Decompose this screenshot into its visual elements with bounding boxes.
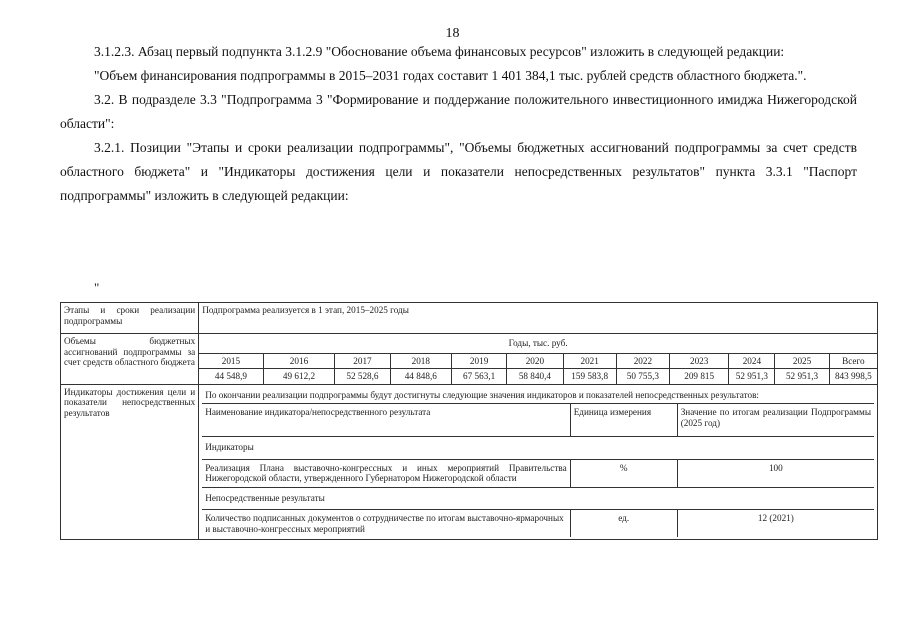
amount-cell: 52 528,6 (335, 369, 390, 385)
indicators-table (202, 387, 874, 538)
amount-cell: 50 755,3 (616, 369, 669, 385)
indicators-label: Индикаторы достижения цели и показатели непосредственных результатов (61, 384, 199, 540)
year-cell: 2019 (451, 353, 506, 369)
amount-cell: 52 951,3 (729, 369, 775, 385)
total-header-cell: Всего (829, 353, 877, 369)
passport-table (60, 302, 878, 540)
page-number: 18 (445, 26, 460, 41)
amount-cell: 52 951,3 (775, 369, 829, 385)
indicators-intro: По окончании реализации подпрограммы будут достигнуты следующие значения индикаторов и показателей непосредственных результатов: (202, 387, 874, 404)
indicator-unit: % (570, 459, 677, 487)
stages-row (61, 303, 878, 334)
opening-quote: " (94, 280, 100, 295)
funding-header-row (61, 334, 878, 354)
paragraph-funding-volume: "Объем финансирования подпрограммы в 2015–2031 годах составит 1 401 384,1 тыс. рублей средств областного бюджета.". (94, 68, 807, 83)
result-row (202, 510, 874, 538)
amount-cell: 49 612,2 (263, 369, 335, 385)
paragraph-3-2-1: 3.2.1. Позиции "Этапы и сроки реализации подпрограммы", "Объемы бюджетных ассигнований подпрограммы за счет средств областного бюджета" и "Индикаторы достижения цели и показатели непосредственных результатов" пункта 3.3.1 "Паспорт подпрограммы" изложить в следующей редакции: (60, 140, 857, 203)
amount-cell: 44 848,6 (390, 369, 451, 385)
stages-value: Подпрограмма реализуется в 1 этап, 2015–2025 годы (199, 303, 878, 334)
amount-cell: 159 583,8 (563, 369, 616, 385)
column-header-value: Значение по итогам реализации Подпрограммы (2025 год) (677, 404, 874, 437)
year-cell: 2023 (669, 353, 728, 369)
amount-cell: 44 548,9 (199, 369, 263, 385)
indicator-row (202, 459, 874, 487)
year-cell: 2024 (729, 353, 775, 369)
section-indicators-row (202, 437, 874, 460)
body-text (60, 40, 857, 208)
amount-cell: 58 840,4 (507, 369, 563, 385)
indicators-intro-row (202, 387, 874, 404)
indicators-content (199, 384, 878, 540)
year-cell: 2015 (199, 353, 263, 369)
funding-years-header: Годы, тыс. руб. (199, 334, 878, 354)
year-cell: 2017 (335, 353, 390, 369)
column-header-unit: Единица измерения (570, 404, 677, 437)
year-cell: 2018 (390, 353, 451, 369)
total-amount-cell: 843 998,5 (829, 369, 877, 385)
indicator-name: Реализация Плана выставочно-конгрессных и иных мероприятий Правительства Нижегородской области, утвержденного Губернатором Нижегородской области (202, 459, 570, 487)
result-name: Количество подписанных документов о сотрудничестве по итогам выставочно-ярмарочных и выставочно-конгрессных мероприятий (202, 510, 570, 538)
indicators-header-row (202, 404, 874, 437)
year-cell: 2021 (563, 353, 616, 369)
year-cell: 2022 (616, 353, 669, 369)
stages-label: Этапы и сроки реализации подпрограммы (61, 303, 199, 334)
year-cell: 2020 (507, 353, 563, 369)
year-cell: 2016 (263, 353, 335, 369)
amount-cell: 209 815 (669, 369, 728, 385)
result-unit: ед. (570, 510, 677, 538)
indicator-value: 100 (677, 459, 874, 487)
amount-cell: 67 563,1 (451, 369, 506, 385)
funding-label: Объемы бюджетных ассигнований подпрограммы за счет средств областного бюджета (61, 334, 199, 385)
indicators-row (61, 384, 878, 540)
section-direct-results: Непосредственные результаты (202, 487, 874, 510)
result-value: 12 (2021) (757, 513, 794, 523)
year-cell: 2025 (775, 353, 829, 369)
section-indicators: Индикаторы (202, 437, 874, 460)
paragraph-3-2: 3.2. В подразделе 3.3 "Подпрограмма 3 "Формирование и поддержание положительного инвестиционного имиджа Нижегородской области": (60, 92, 857, 131)
section-results-row (202, 487, 874, 510)
paragraph-3-1-2-3: 3.1.2.3. Абзац первый подпункта 3.1.2.9 "Обоснование объема финансовых ресурсов" изложить в следующей редакции: (94, 44, 785, 59)
column-header-name: Наименование индикатора/непосредственного результата (202, 404, 570, 437)
